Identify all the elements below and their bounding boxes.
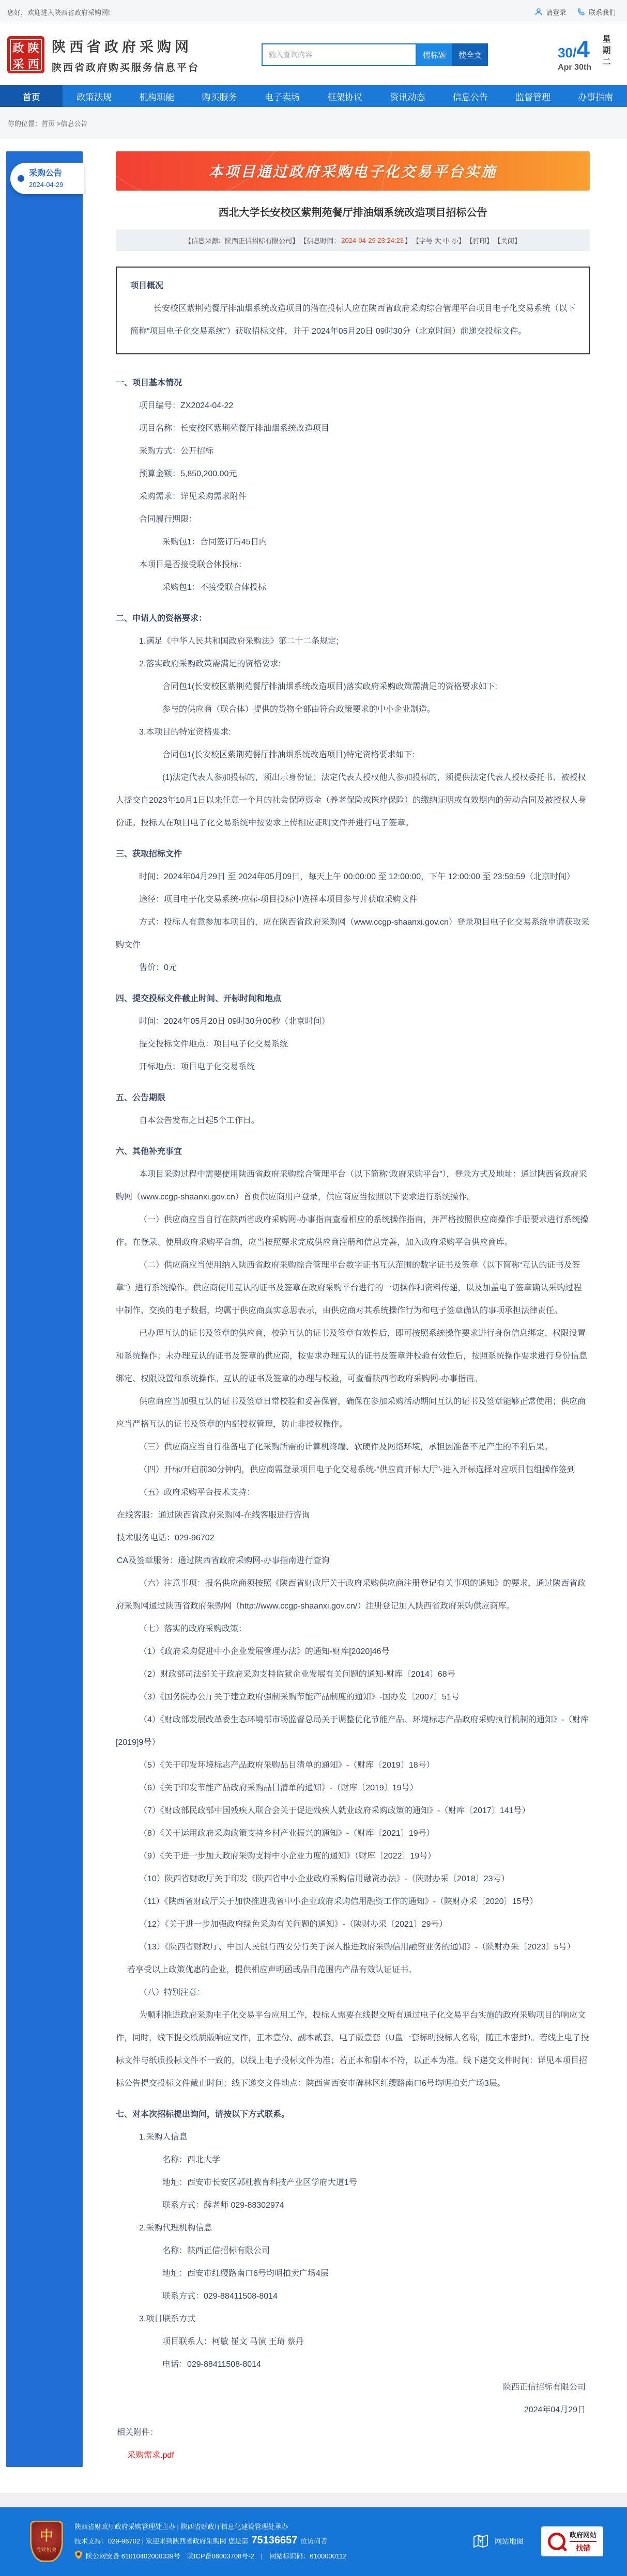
article-paragraph: （7）《财政部民政部中国残疾人联合会关于促进残疾人就业政府采购政策的通知》-（财库〔2017〕141号） [139, 1806, 530, 1815]
banner-text: 本项目通过政府采购电子化交易平台实施 [208, 164, 497, 180]
breadcrumb-prefix: 你的位置： [8, 119, 42, 128]
article-meta-bar [116, 229, 590, 251]
article-paragraph: 地址：西安市长安区郭杜教育科技产业区学府大道1号 [162, 2178, 357, 2187]
date-widget [558, 35, 620, 75]
article-paragraph: （3）《国务院办公厅关于建立政府强制采购节能产品制度的通知》-国办发〔2007〕51号 [139, 1693, 460, 1701]
attachments-label: 相关附件： [117, 2428, 159, 2437]
article-paragraph: （七）落实的政府采购政策： [139, 1625, 247, 1633]
article-paragraph: 合同履行期限： [139, 515, 197, 524]
date-english: Apr 30th [558, 63, 591, 72]
font-size-controls[interactable]: 【字号 大 中 小】 [412, 237, 465, 245]
article-paragraph: 提交投标文件地点：项目电子化交易系统 [139, 1040, 288, 1049]
top-utility-bar [0, 0, 627, 24]
page-title: 西北大学长安校区紫荆苑餐厅排油烟系统改造项目招标公告 [218, 207, 487, 218]
article-paragraph: （9）《关于进一步加大政府采购支持中小企业力度的通知》（财库〔2022〕19号） [139, 1852, 436, 1861]
magnifier-icon [548, 2533, 565, 2550]
article-paragraph: 2.落实政府采购政策需满足的资格要求: [139, 660, 281, 668]
article-paragraph: （8）《关于运用政府采购政策支持乡村产业振兴的通知》-（财库〔2021〕19号） [139, 1829, 435, 1838]
article-paragraph: （2）财政部司法部关于政府采购支持监狱企业发展有关问题的通知-财库〔2014〕68号 [139, 1670, 455, 1679]
phone-icon [577, 8, 586, 16]
article-paragraph: 采购需求：详见采购需求附件 [139, 492, 247, 501]
close-button[interactable]: 【关闭】 [494, 237, 521, 245]
article-paragraph: 合同包1(长安校区紫荆苑餐厅排油烟系统改造项目)落实政府采购政策需满足的资格要求如下: [162, 682, 498, 691]
article-paragraph: （11）《陕西省财政厅关于加快推进我省中小企业政府采购信用融资工作的通知》-（陕财办采〔2020〕15号） [139, 1897, 538, 1906]
sitemap-link[interactable] [472, 2532, 524, 2551]
overview-title: 项目概况 [130, 282, 164, 290]
article-paragraph: 3.项目联系方式 [139, 2315, 196, 2323]
breadcrumb-current-link[interactable]: 信息公告 [60, 119, 88, 128]
info-source: 【信息来源：陕西正信招标有限公司】 [185, 237, 299, 245]
overview-text: 长安校区紫荆苑餐厅排油烟系统改造项目的潜在投标人应在陕西省政府采购综合管理平台项目电子化交易系统（以下简称“项目电子化交易系统”）获取招标文件，并于 2024年05月20日 09时30分（北京时间）前递交投标文件。 [130, 304, 576, 336]
visitor-count: 75136657 [251, 2535, 298, 2546]
date-weekday: 星期二 [601, 35, 610, 69]
article-paragraph: 时间：2024年04月29日 至 2024年05月09日，每天上午 00:00:00 至 12:00:00，下午 12:00:00 至 23:59:59（北京时间） [139, 872, 575, 881]
article-paragraph: 途径：项目电子化交易系统-应标-项目投标中选择本项目参与并获取采购文件 [139, 895, 418, 904]
article-paragraph: （13）《陕西省财政厅、中国人民银行西安分行关于深入推进政府采购信用融资业务的通知》-（陕财办采〔2023〕5号） [139, 1943, 575, 1951]
article-paragraph: 本项目采购过程中需要使用陕西省政府采购综合管理平台（以下简称“政府采购平台”），登录方式及地址：通过陕西省政府采购网（www.ccgp-shaanxi.gov.cn）首页供应商用户登录，供应商应当按照以下要求进行系统操作。 [116, 1170, 587, 1201]
search-fulltext-button[interactable]: 搜全文 [452, 43, 488, 66]
article-paragraph: （5）《关于印发环境标志产品政府采购品目清单的通知》-（财库〔2019〕18号） [139, 1761, 435, 1770]
contact-label: 联系我们 [588, 8, 616, 17]
article-paragraph: 参与的供应商（联合体）提供的货物全部由符合政策要求的中小企业制造。 [162, 705, 436, 714]
attachment-link[interactable]: 采购需求.pdf [127, 2451, 174, 2460]
project-overview-box [116, 267, 590, 354]
bullet-dot-icon [18, 175, 24, 182]
section-heading: 二、申请人的资格要求： [116, 614, 207, 623]
article-paragraph: （六）注意事项：报名供应商须按照《陕西省财政厅关于政府采购供应商注册登记有关事项的通知》的要求，通过陕西省政府采购网通过陕西省政府采购网（http://www.ccgp-shaanxi.gov.cn/）注册登记加入陕西省政府采购供应商库。 [116, 1579, 586, 1611]
nav-item-信息公告[interactable]: 信息公告 [452, 92, 488, 102]
article-paragraph: 预算金额：5,850,200.00元 [139, 470, 237, 478]
article-paragraph: （1）《政府采购促进中小企业发展管理办法》的通知-财库[2020]46号 [139, 1647, 390, 1656]
article-paragraph: 自本公告发布之日起5个工作日。 [139, 1116, 259, 1125]
sidebar-tab-date: 2024-04-29 [29, 180, 64, 189]
article-paragraph: （6）《关于印发节能产品政府采购品目清单的通知》-（财库〔2019〕19号） [139, 1784, 418, 1792]
footer-gap [0, 2493, 627, 2507]
article-paragraph: 1.采购人信息 [139, 2133, 188, 2142]
gov-site-error-report-badge[interactable] [541, 2526, 603, 2556]
article-paragraph: 项目联系人：柯敏 崔文 马演 王琦 蔡丹 [162, 2337, 304, 2346]
article-paragraph: （12）《关于进一步加强政府绿色采购有关问题的通知》-（陕财办采〔2021〕29号） [139, 1920, 448, 1929]
logo-char: 政 [12, 42, 24, 55]
article-paragraph: （五）政府采购平台技术支持： [139, 1488, 255, 1497]
info-time-label: 【信息时间： [300, 237, 341, 245]
user-icon [534, 8, 543, 16]
welcome-text: 您好，欢迎进入陕西省政府采购网! [7, 8, 110, 17]
article-paragraph: 项目编号：ZX2024-04-22 [139, 401, 234, 410]
article-paragraph: 供应商应当加强互认的证书及签章日常校验和妥善保管，确保在参加采购活动期间互认的证书及签章能够正常使用；供应商应当严格互认的证书及签章的内部授权管理，防止非授权操作。 [116, 1397, 586, 1429]
article-paragraph: 地址：西安市红缨路南口6号均明拍卖广场4层 [162, 2269, 329, 2278]
nav-item-首页[interactable]: 首页 [0, 85, 63, 107]
article-paragraph: (1)法定代表人参加投标的，须出示身份证；法定代表人授权他人参加投标的，须提供法定代表人授权委托书、被授权人提交自2023年10月1日以来任意一个月的社会保障资金（养老保险或医疗保险）的缴纳证明或有效期内的劳动合同及被授权人身份证。投标人在项目电子化交易系统中按要求上传相应证明文件并进行电子签章。 [116, 773, 587, 828]
info-time-suffix: 】 [404, 237, 411, 245]
sidebar-tab-procurement-notice[interactable] [10, 163, 84, 194]
nav-item-资讯动态[interactable]: 资讯动态 [390, 92, 425, 102]
breadcrumb-bar [0, 107, 627, 139]
section-heading: 五、公告期限 [116, 1094, 166, 1102]
site-logo-icon [7, 36, 44, 73]
article-paragraph: 若享受以上政策优惠的企业，提供相应声明函或品目范围内产品有效认证证书。 [127, 1965, 417, 1974]
contact-link[interactable] [577, 7, 616, 17]
article-paragraph: 采购包1：不接受联合体投标 [162, 583, 266, 592]
article-paragraph: 合同包1(长安校区紫荆苑餐厅排油烟系统改造项目)特定资格要求如下: [162, 751, 415, 759]
article-paragraph: 技术服务电话：029-96702 [117, 1534, 215, 1542]
footer-beian-line [74, 2550, 347, 2561]
site-footer [0, 2507, 627, 2576]
article-paragraph: CA及签章服务：通过陕西省政府采购网-办事指南进行查询 [117, 1556, 330, 1565]
emblem-glyph: 中 [39, 2528, 53, 2543]
government-emblem-icon [30, 2521, 63, 2562]
nav-item-购买服务[interactable]: 购买服务 [202, 92, 237, 102]
article-paragraph: 名称：西北大学 [162, 2156, 221, 2164]
sidebar-tab-label: 采购公告 [29, 169, 63, 178]
article-paragraph: 售价：0元 [139, 963, 177, 972]
article-paragraph: 方式：投标人有意参加本项目的，应在陕西省政府采购网（www.ccgp-shaanxi.gov.cn）登录项目电子化交易系统申请获取采购文件 [116, 918, 589, 949]
article-paragraph: 本项目是否接受联合体投标： [139, 560, 247, 569]
section-heading: 六、其他补充事宜 [116, 1147, 182, 1156]
article-paragraph: （四）开标/开启前30分钟内，供应商需登录项目电子化交易系统-“供应商开标大厅”-进入开标选择对应项目包组操作签到 [139, 1465, 575, 1474]
article-paragraph: 3.本项目的特定资格要求: [139, 728, 231, 737]
article-paragraph: 2.采购代理机构信息 [139, 2224, 212, 2232]
article-paragraph: （10）陕西省财政厅关于印发《陕西省中小企业政府采购信用融资办法》-（陕财办采〔2018〕23号） [139, 1875, 510, 1883]
nav-item-框架协议[interactable]: 框架协议 [327, 92, 363, 102]
article [116, 151, 590, 2467]
emblem-caption: 党政机关 [36, 2547, 57, 2552]
section-heading: 一、项目基本情况 [116, 379, 182, 387]
nav-item-政策法规[interactable]: 政策法规 [76, 92, 112, 102]
date-month: 4 [576, 36, 590, 63]
article-paragraph: 陕西正信招标有限公司 [502, 2383, 586, 2392]
article-paragraph: （4）《财政部发展改革委生态环境部市场监督总局关于调整优化节能产品、环境标志产品政府采购执行机制的通知》-（财库[2019]9号） [116, 1715, 589, 1747]
breadcrumb-separator: > [55, 119, 61, 128]
nav-item-办事指南[interactable]: 办事指南 [578, 92, 614, 102]
section-heading: 四、提交投标文件截止时间、开标时间和地点 [116, 994, 282, 1003]
badge-action: 找错 [570, 2541, 597, 2553]
logo-char: 采 [12, 58, 24, 71]
search-box [262, 43, 488, 66]
article-paragraph: （一）供应商应当自行在陕西省政府采购网-办事指南查看相应的系统操作指南，并严格按照供应商操作手册要求进行系统操作。在登录、使用政府采购平台前，应当按照要求完成供应商注册和信息完善，加入政府采购平台供应商库。 [116, 1215, 589, 1247]
article-paragraph: 1.满足《中华人民共和国政府采购法》第二十二条规定; [139, 637, 339, 646]
article-paragraph: （八）特别注意： [139, 1988, 206, 1997]
article-paragraph: 在线客服：通过陕西省政府采购网-在线客服进行咨询 [117, 1511, 310, 1520]
logo-char: 西 [27, 58, 39, 71]
article-paragraph: 采购包1：合同签订后45日内 [162, 538, 267, 547]
police-badge-icon [74, 2550, 83, 2561]
eprocurement-banner [116, 151, 590, 191]
beian-text: 陕公网安备 61010402000339号 陕ICP备06003708号-2 | 网站标识码：6100000112 [86, 2552, 347, 2560]
article-paragraph: 已办理互认的证书及签章的供应商，校验互认的证书及签章有效性后，即可按照系统操作要求进行身份信息绑定、权限设置和系统操作；未办理互认的证书及签章的供应商，按要求办理互认的证书及签章并校验有效性后，按照系统操作要求进行身份信息绑定、权限设置和系统操作。互认的证书及签章的办理与校验，可查看陕西省政府采购网-办事指南。 [116, 1329, 588, 1383]
site-header [0, 24, 627, 85]
article-paragraph: （三）供应商应当自行准备电子化采购所需的计算机终端、软硬件及网络环境，承担因准备不足产生的不利后果。 [139, 1443, 553, 1451]
article-paragraph: 时间：2024年05月20日 09时30分00秒（北京时间） [139, 1017, 330, 1026]
login-link[interactable] [534, 7, 566, 17]
article-paragraph: 开标地点：项目电子化交易系统 [139, 1063, 255, 1071]
article-paragraph: 联系方式：薛老师 029-88302974 [162, 2201, 284, 2210]
left-sidebar [6, 151, 83, 2467]
article-paragraph: 项目名称：长安校区紫荆苑餐厅排油烟系统改造项目 [139, 424, 330, 433]
info-time-value: 2024-04-29 23:24:23 [341, 236, 404, 244]
footer-organizer-line: 陕西省财政厅政府采购管理处主办 | 陕西省财政厅信息化建设管理处承办 [74, 2523, 288, 2531]
article-paragraph: 2024年04月29日 [524, 2406, 586, 2414]
site-title: 陕西省政府采购网 [52, 39, 192, 55]
main-content [0, 139, 627, 2493]
map-icon [472, 2532, 490, 2551]
visitors-suffix: 位访问者 [300, 2537, 328, 2545]
nav-item-电子卖场[interactable]: 电子卖场 [264, 92, 300, 102]
breadcrumb-home-link[interactable]: 首页 [41, 119, 55, 128]
article-paragraph: 采购方式：公开招标 [139, 447, 214, 456]
print-button[interactable]: 【打印】 [466, 237, 493, 245]
nav-item-监督管理[interactable]: 监督管理 [515, 92, 551, 102]
article-paragraph: （二）供应商应当使用纳入陕西省政府采购综合管理平台数字证书互认范围的数字证书及签章（以下简称“互认的证书及签章”）进行系统操作。供应商使用互认的证书及签章在政府采购平台进行的一切操作和资料传递，以及加盖电子签章确认采购过程中制作、交换的电子数据，均属于供应商真实意思表示，由供应商对其系统操作行为和电子签章确认的事项承担法律责任。 [116, 1261, 582, 1315]
badge-title: 政府网站 [569, 2531, 597, 2539]
article-body [116, 372, 590, 2467]
article-paragraph: 为顺利推进政府采购电子化交易平台应用工作，投标人需要在线提交所有通过电子化交易平台实施的政府采购项目的响应文件，同时，线下提交纸质版响应文件，正本壹份、副本贰套、电子版壹套（U盘一套标明投标人名称，随正本密封）。若线上电子投标文件与纸质投标文件不一致的，以线上电子投标文件为准；若正本和副本不符，以正本为准。线下递交文件时间：详见本项目招标公告提交投标文件截止时间；线下递交文件地点：陕西省西安市碑林区红缨路南口6号均明拍卖广场3层。 [116, 2011, 589, 2088]
article-paragraph: 名称：陕西正信招标有限公司 [162, 2246, 270, 2255]
section-heading: 七、对本次招标提出询问，请按以下方式联系。 [116, 2110, 290, 2119]
main-nav [0, 85, 627, 107]
sitemap-label: 网站地图 [495, 2537, 524, 2546]
footer-visitors-line [74, 2535, 347, 2547]
logo-char: 陕 [27, 42, 39, 55]
article-paragraph: 联系方式：029-88411508-8014 [162, 2292, 278, 2301]
article-paragraph: 电话：029-88411508-8014 [162, 2360, 261, 2369]
breadcrumb [8, 118, 87, 128]
date-day: 30/ [558, 45, 577, 60]
site-subtitle: 陕西省政府购买服务信息平台 [52, 63, 200, 73]
login-label: 请登录 [545, 8, 566, 17]
visitors-prefix: 技术支持：029-96702 | 欢迎来到陕西省政府采购网 您是第 [74, 2537, 249, 2545]
nav-item-机构职能[interactable]: 机构职能 [139, 92, 175, 102]
search-input[interactable] [262, 43, 417, 66]
section-heading: 三、获取招标文件 [116, 850, 182, 858]
search-title-button[interactable]: 搜标题 [417, 43, 452, 66]
